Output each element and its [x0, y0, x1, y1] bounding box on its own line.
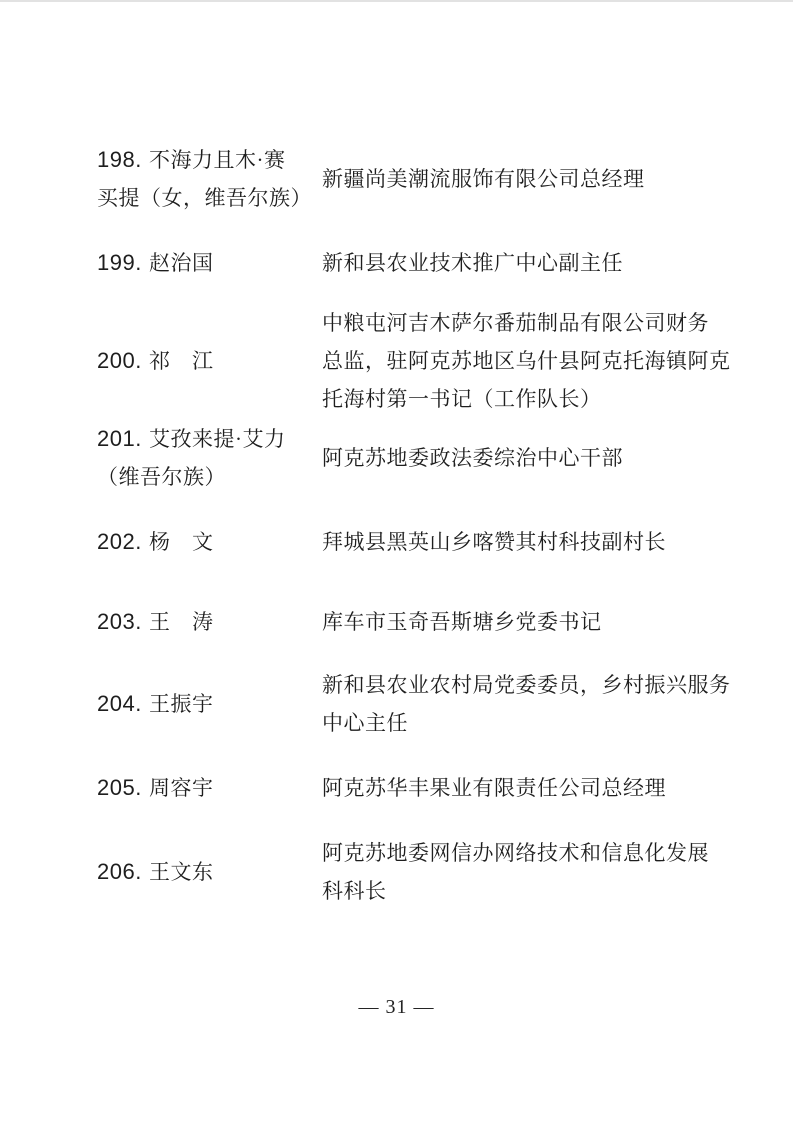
- entry-title-line: 阿克苏华丰果业有限责任公司总经理: [322, 776, 666, 800]
- entry-name: [97, 420, 319, 496]
- entry-number: 205.: [97, 775, 142, 800]
- entry-title-line: 阿克苏地委网信办网络技术和信息化发展: [322, 841, 709, 865]
- entry-name: [97, 244, 319, 282]
- entry-name: [97, 853, 319, 891]
- entry-name-line: [97, 603, 319, 641]
- entry-title: [322, 439, 752, 477]
- entry-title-line: 中心主任: [322, 711, 408, 735]
- entry-row: [0, 834, 793, 910]
- entry-row: [0, 666, 793, 742]
- entry-name: [97, 603, 319, 641]
- entry-name-line: [97, 853, 319, 891]
- entry-name-text: 祁 江: [149, 349, 214, 373]
- entry-number: 204.: [97, 691, 142, 716]
- entry-number: 203.: [97, 609, 142, 634]
- entry-name-line: [97, 523, 319, 561]
- entry-name-text: 赵治国: [149, 251, 214, 275]
- entry-title-line: 科科长: [322, 879, 387, 903]
- scan-edge: [0, 0, 793, 2]
- entry-number: 199.: [97, 250, 142, 275]
- entry-name: [97, 141, 319, 217]
- entry-row: [0, 141, 793, 217]
- entry-name-text: 王振宇: [149, 692, 214, 716]
- entry-name-line: [97, 141, 319, 179]
- entry-row: [0, 244, 793, 282]
- entry-name-line: （维吾尔族）: [97, 465, 226, 489]
- entry-title-line: 总监，驻阿克苏地区乌什县阿克托海镇阿克: [322, 349, 731, 373]
- entry-name-text: 王文东: [149, 860, 214, 884]
- entry-row: [0, 304, 793, 418]
- entry-name-line: [97, 685, 319, 723]
- entry-title: [322, 304, 752, 418]
- entry-number: 201.: [97, 426, 142, 451]
- page-number: — 31 —: [358, 996, 435, 1018]
- entry-name-line: 买提（女，维吾尔族）: [97, 186, 312, 210]
- entry-title: [322, 834, 752, 910]
- entry-title: [322, 666, 752, 742]
- entry-row: [0, 420, 793, 496]
- entry-number: 200.: [97, 348, 142, 373]
- entry-name-text: 杨 文: [149, 530, 214, 554]
- entry-title-line: 中粮屯河吉木萨尔番茄制品有限公司财务: [322, 311, 709, 335]
- entry-name-text: 不海力且木·赛: [149, 148, 286, 172]
- entry-name-line: [97, 342, 319, 380]
- entry-title: [322, 769, 752, 807]
- entry-title-line: 拜城县黑英山乡喀赞其村科技副村长: [322, 530, 666, 554]
- entry-title: [322, 603, 752, 641]
- entry-name-line: [97, 769, 319, 807]
- entry-number: 202.: [97, 529, 142, 554]
- entry-name-text: 周容宇: [149, 776, 214, 800]
- entry-title-line: 新和县农业农村局党委委员，乡村振兴服务: [322, 673, 731, 697]
- entry-name-line: [97, 420, 319, 458]
- entry-title-line: 库车市玉奇吾斯塘乡党委书记: [322, 610, 602, 634]
- entry-name-text: 王 涛: [149, 610, 214, 634]
- entry-title: [322, 244, 752, 282]
- entry-title-line: 新和县农业技术推广中心副主任: [322, 251, 623, 275]
- entry-name-line: [97, 244, 319, 282]
- entry-title-line: 阿克苏地委政法委综治中心干部: [322, 446, 623, 470]
- entry-title: [322, 523, 752, 561]
- entry-row: [0, 523, 793, 561]
- entry-name: [97, 769, 319, 807]
- entry-number: 206.: [97, 859, 142, 884]
- entry-name: [97, 523, 319, 561]
- entry-row: [0, 769, 793, 807]
- entry-name: [97, 342, 319, 380]
- entry-number: 198.: [97, 147, 142, 172]
- entry-title-line: 托海村第一书记（工作队长）: [322, 387, 602, 411]
- entry-row: [0, 603, 793, 641]
- entry-name-text: 艾孜来提·艾力: [149, 427, 286, 451]
- entry-name: [97, 685, 319, 723]
- entry-title: [322, 160, 752, 198]
- entry-title-line: 新疆尚美潮流服饰有限公司总经理: [322, 167, 645, 191]
